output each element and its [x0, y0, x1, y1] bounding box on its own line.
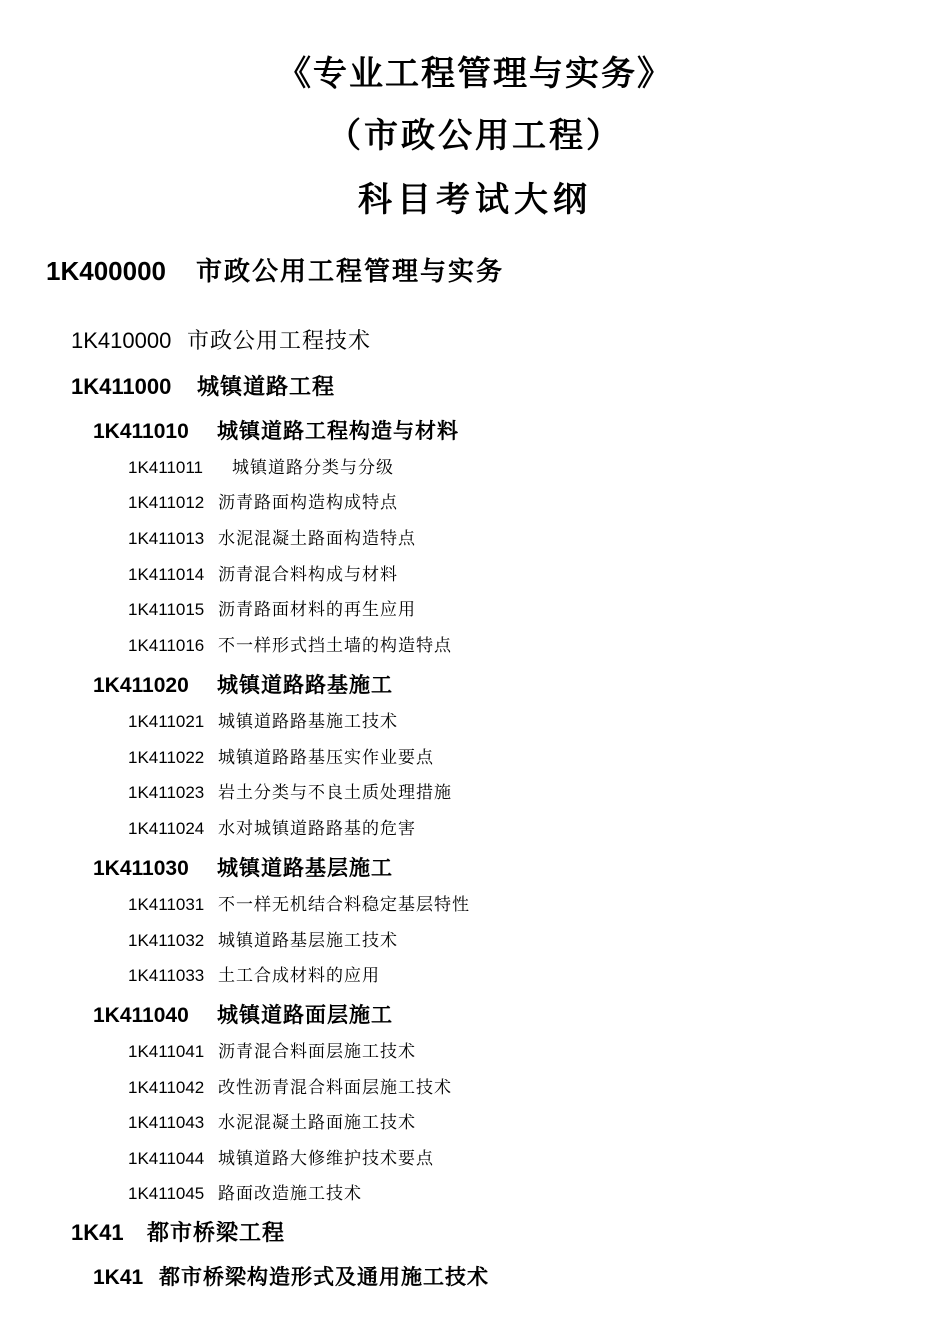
outline-item-title: 水对城镇道路路基的危害	[218, 819, 416, 839]
outline-item-code: 1K411000	[71, 374, 172, 399]
outline-item	[93, 1004, 393, 1026]
outline-item-code: 1K411020	[93, 674, 189, 697]
outline-item-title: 不一样无机结合料稳定基层特性	[218, 895, 470, 915]
outline-item	[71, 330, 371, 353]
outline-item	[71, 376, 335, 398]
outline-item-title: 城镇道路分类与分级	[232, 458, 394, 478]
outline-item-title: 城镇道路工程	[197, 374, 336, 400]
outline-item-code: 1K411045	[128, 1184, 205, 1203]
outline-item	[93, 1266, 489, 1288]
outline-item-title: 沥青混合料面层施工技术	[218, 1042, 416, 1062]
outline-item-code: 1K410000	[71, 328, 172, 353]
outline-item	[128, 820, 416, 838]
document-heading: 科目考试大纲	[358, 180, 592, 220]
outline-item-title: 改性沥青混合料面层施工技术	[218, 1078, 452, 1098]
outline-item	[93, 674, 393, 696]
outline-item	[128, 530, 416, 548]
outline-item-title: 土工合成材料的应用	[218, 966, 380, 986]
outline-item-code: 1K411012	[128, 493, 205, 512]
outline-item-title: 岩土分类与不良土质处理措施	[218, 783, 452, 803]
outline-item-title: 城镇道路路基施工	[217, 672, 393, 697]
outline-item-code: 1K411023	[128, 783, 205, 802]
outline-item-code: 1K411031	[128, 895, 205, 914]
outline-item-code: 1K400000	[46, 256, 166, 286]
outline-item	[128, 1114, 416, 1132]
outline-item-title: 城镇道路路基施工技术	[218, 712, 398, 732]
outline-item-code: 1K411011	[128, 458, 203, 477]
outline-item-code: 1K411010	[93, 420, 189, 443]
outline-item-code: 1K411024	[128, 819, 205, 838]
outline-item-code: 1K411033	[128, 966, 205, 985]
outline-item-title: 市政公用工程技术	[187, 329, 372, 354]
outline-item	[128, 713, 398, 731]
document-subtitle: （市政公用工程）	[327, 116, 623, 156]
outline-item-title: 市政公用工程管理与实务	[196, 257, 505, 287]
outline-item	[46, 258, 504, 285]
outline-item-title: 水泥混凝土路面构造特点	[218, 529, 416, 549]
outline-item-code: 1K411040	[93, 1004, 189, 1027]
outline-item-code: 1K411042	[128, 1078, 205, 1097]
outline-item-code: 1K411030	[93, 857, 189, 880]
outline-item-title: 城镇道路大修维护技术要点	[218, 1149, 434, 1169]
outline-item-title: 水泥混凝土路面施工技术	[218, 1113, 416, 1133]
outline-item-code: 1K411014	[128, 565, 205, 584]
outline-item-title: 城镇道路路基压实作业要点	[218, 748, 434, 768]
outline-item-title: 城镇道路工程构造与材料	[217, 418, 459, 443]
outline-item	[128, 749, 434, 767]
outline-item-code: 1K41	[93, 1266, 144, 1289]
outline-item	[93, 420, 459, 442]
outline-item	[128, 637, 452, 655]
outline-item	[128, 896, 470, 914]
outline-item-title: 路面改造施工技术	[218, 1184, 362, 1204]
outline-item-title: 城镇道路基层施工	[217, 855, 393, 880]
outline-item	[128, 459, 394, 477]
outline-item	[128, 967, 380, 985]
outline-item-code: 1K411021	[128, 712, 205, 731]
outline-item-title: 沥青路面构造构成特点	[218, 493, 398, 513]
outline-item-title: 沥青路面材料的再生应用	[218, 600, 416, 620]
outline-item	[128, 1150, 434, 1168]
outline-item-code: 1K411043	[128, 1113, 205, 1132]
outline-item-title: 不一样形式挡土墙的构造特点	[218, 636, 452, 656]
document-title: 《专业工程管理与实务》	[277, 54, 673, 94]
outline-item	[128, 784, 452, 802]
outline-item-code: 1K411041	[128, 1042, 205, 1061]
outline-item-code: 1K411013	[128, 529, 205, 548]
outline-item-title: 沥青混合料构成与材料	[218, 565, 398, 585]
outline-item	[128, 601, 416, 619]
outline-item-title: 都市桥梁工程	[147, 1220, 286, 1246]
outline-item-code: 1K411044	[128, 1149, 205, 1168]
outline-item-title: 城镇道路基层施工技术	[218, 931, 398, 951]
outline-item	[128, 494, 398, 512]
outline-item-title: 都市桥梁构造形式及通用施工技术	[159, 1264, 489, 1289]
outline-item-code: 1K411032	[128, 931, 205, 950]
outline-item-code: 1K411016	[128, 636, 205, 655]
outline-item	[93, 857, 393, 879]
outline-item	[128, 1043, 416, 1061]
outline-item	[71, 1222, 285, 1244]
outline-item-code: 1K411022	[128, 748, 205, 767]
outline-item-code: 1K411015	[128, 600, 205, 619]
outline-item-code: 1K41	[71, 1220, 124, 1245]
outline-item	[128, 566, 398, 584]
outline-item-title: 城镇道路面层施工	[217, 1002, 393, 1027]
outline-item	[128, 932, 398, 950]
outline-item	[128, 1185, 362, 1203]
outline-item	[128, 1079, 452, 1097]
